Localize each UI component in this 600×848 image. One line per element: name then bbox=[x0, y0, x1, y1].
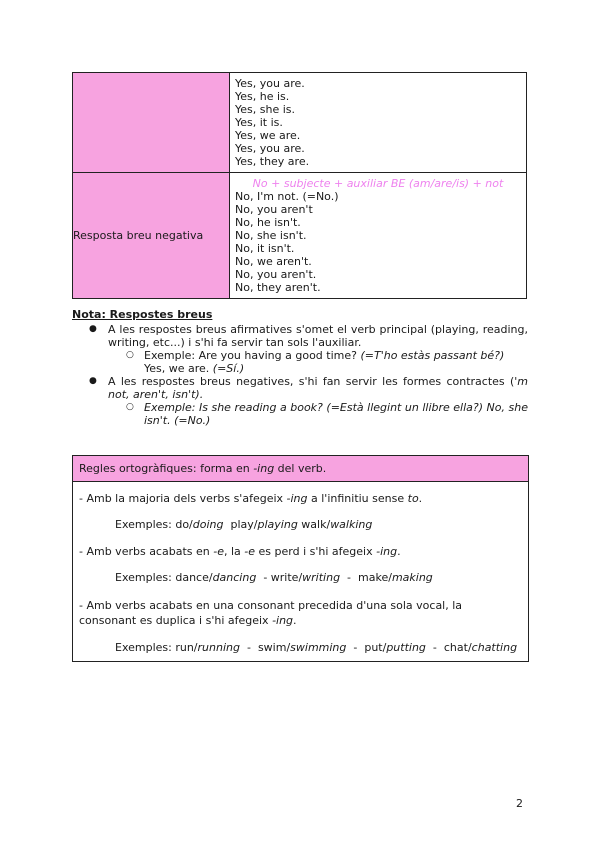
rule-text: . bbox=[418, 492, 423, 505]
example-text: Exemple: Are you having a good time? bbox=[144, 349, 361, 362]
rule-text: es perd i s'hi afegeix bbox=[255, 545, 377, 558]
example-word: writing bbox=[302, 571, 341, 584]
spelling-rules-box bbox=[72, 455, 529, 662]
examples-lead: Exemples: dance/ bbox=[115, 571, 213, 584]
note-bullet-text: A les respostes breus afirmatives s'omet el verb principal (playing, reading, writing, etc...) i s'hi fa servir tan sols l'auxiliar. bbox=[108, 323, 528, 349]
rule-suffix: -e bbox=[213, 545, 224, 558]
negative-line: No, he isn't. bbox=[235, 216, 301, 229]
examples-sep: - write/ bbox=[256, 571, 303, 584]
note-example bbox=[144, 349, 528, 375]
negative-line: No, you aren't. bbox=[235, 268, 317, 281]
examples-sep: - make/ bbox=[340, 571, 392, 584]
rule-suffix: -ing bbox=[376, 545, 398, 558]
negative-line: No, she isn't. bbox=[235, 229, 307, 242]
affirmative-label-cell bbox=[73, 73, 230, 173]
examples-sep: - swim/ bbox=[239, 641, 291, 654]
example-word: making bbox=[391, 571, 433, 584]
affirmative-line: Yes, he is. bbox=[235, 90, 290, 103]
negative-line: No, it isn't. bbox=[235, 242, 295, 255]
negative-line: No, we aren't. bbox=[235, 255, 312, 268]
example-word: chatting bbox=[471, 641, 518, 654]
affirmative-line: Yes, you are. bbox=[235, 77, 305, 90]
example-text: Exemple: Is she reading a book? (=Està llegint un llibre ella?) No, she isn't. (=No.) bbox=[144, 401, 528, 427]
note-bullet-text: A les respostes breus negatives, s'hi fan servir les formes contractes ( bbox=[108, 375, 515, 388]
example-word: running bbox=[197, 641, 240, 654]
example-word: playing bbox=[257, 518, 298, 531]
header-text: Regles ortogràfiques: forma en bbox=[79, 462, 254, 475]
spelling-rules-body bbox=[73, 482, 528, 661]
short-answers-table bbox=[72, 72, 527, 299]
example-word: putting bbox=[386, 641, 426, 654]
affirmative-line: Yes, we are. bbox=[235, 129, 301, 142]
rule-suffix: -e bbox=[244, 545, 256, 558]
rule-text: , la bbox=[223, 545, 245, 558]
note-example bbox=[144, 401, 528, 427]
negative-examples-cell bbox=[230, 173, 527, 299]
page-number: 2 bbox=[516, 797, 523, 810]
negative-structure-hint: No + subjecte + auxiliar BE (am/are/is) + not bbox=[252, 177, 504, 190]
header-text-end: del verb. bbox=[274, 462, 327, 475]
rule-suffix: -ing bbox=[286, 492, 308, 505]
note-bullet-list bbox=[72, 323, 528, 427]
rule-3-examples bbox=[79, 640, 522, 655]
rule-1 bbox=[79, 492, 522, 505]
example-translation: (=T'ho estàs passant bé?) bbox=[360, 349, 505, 362]
example-answer-translation: (=Sí.) bbox=[212, 362, 245, 375]
negative-label: Resposta breu negativa bbox=[73, 229, 204, 242]
example-answer: Yes, we are. bbox=[144, 362, 213, 375]
examples-sep: - put/ bbox=[346, 641, 387, 654]
header-ing: -ing bbox=[253, 462, 275, 475]
negative-line: No, you aren't bbox=[235, 203, 313, 216]
rule-2-examples bbox=[79, 571, 522, 584]
rule-text: - Amb verbs acabats en una consonant precedida d'una sola vocal, la consonant es duplica i s'hi afegeix bbox=[79, 599, 463, 627]
negative-label-cell bbox=[73, 173, 230, 299]
examples-sep: walk/ bbox=[297, 518, 331, 531]
rule-2 bbox=[79, 545, 522, 558]
example-word: walking bbox=[330, 518, 373, 531]
examples-sep: - chat/ bbox=[425, 641, 472, 654]
affirmative-line: Yes, you are. bbox=[235, 142, 305, 155]
affirmative-line: Yes, it is. bbox=[235, 116, 283, 129]
affirmative-line: Yes, she is. bbox=[235, 103, 296, 116]
spelling-rules-header bbox=[73, 456, 528, 482]
rule-text: - Amb verbs acabats en bbox=[79, 545, 214, 558]
rule-text: a l'infinitiu sense bbox=[307, 492, 408, 505]
rule-1-examples bbox=[79, 518, 522, 531]
example-word: dancing bbox=[212, 571, 257, 584]
examples-sep: play/ bbox=[223, 518, 258, 531]
rule-text: - Amb la majoria dels verbs s'afegeix bbox=[79, 492, 287, 505]
examples-lead: Exemples: run/ bbox=[115, 641, 198, 654]
note-sublist bbox=[108, 349, 528, 375]
example-word: swimming bbox=[290, 641, 347, 654]
rule-3 bbox=[79, 598, 522, 628]
negative-line: No, I'm not. (=No.) bbox=[235, 190, 339, 203]
example-word: doing bbox=[192, 518, 224, 531]
note-section bbox=[72, 308, 528, 427]
contracted-forms: 'm not, aren't, isn't). bbox=[108, 375, 528, 401]
note-bullet-negative bbox=[108, 375, 528, 427]
note-bullet-affirmative bbox=[108, 323, 528, 375]
rule-text: . bbox=[397, 545, 401, 558]
affirmative-examples-cell bbox=[230, 73, 527, 173]
negative-line: No, they aren't. bbox=[235, 281, 321, 294]
note-title: Nota: Respostes breus bbox=[72, 308, 213, 321]
rule-to: to bbox=[407, 492, 419, 505]
rule-text: . bbox=[293, 614, 297, 627]
examples-lead: Exemples: do/ bbox=[115, 518, 193, 531]
note-sublist bbox=[108, 401, 528, 427]
affirmative-line: Yes, they are. bbox=[235, 155, 310, 168]
rule-suffix: -ing bbox=[272, 614, 294, 627]
